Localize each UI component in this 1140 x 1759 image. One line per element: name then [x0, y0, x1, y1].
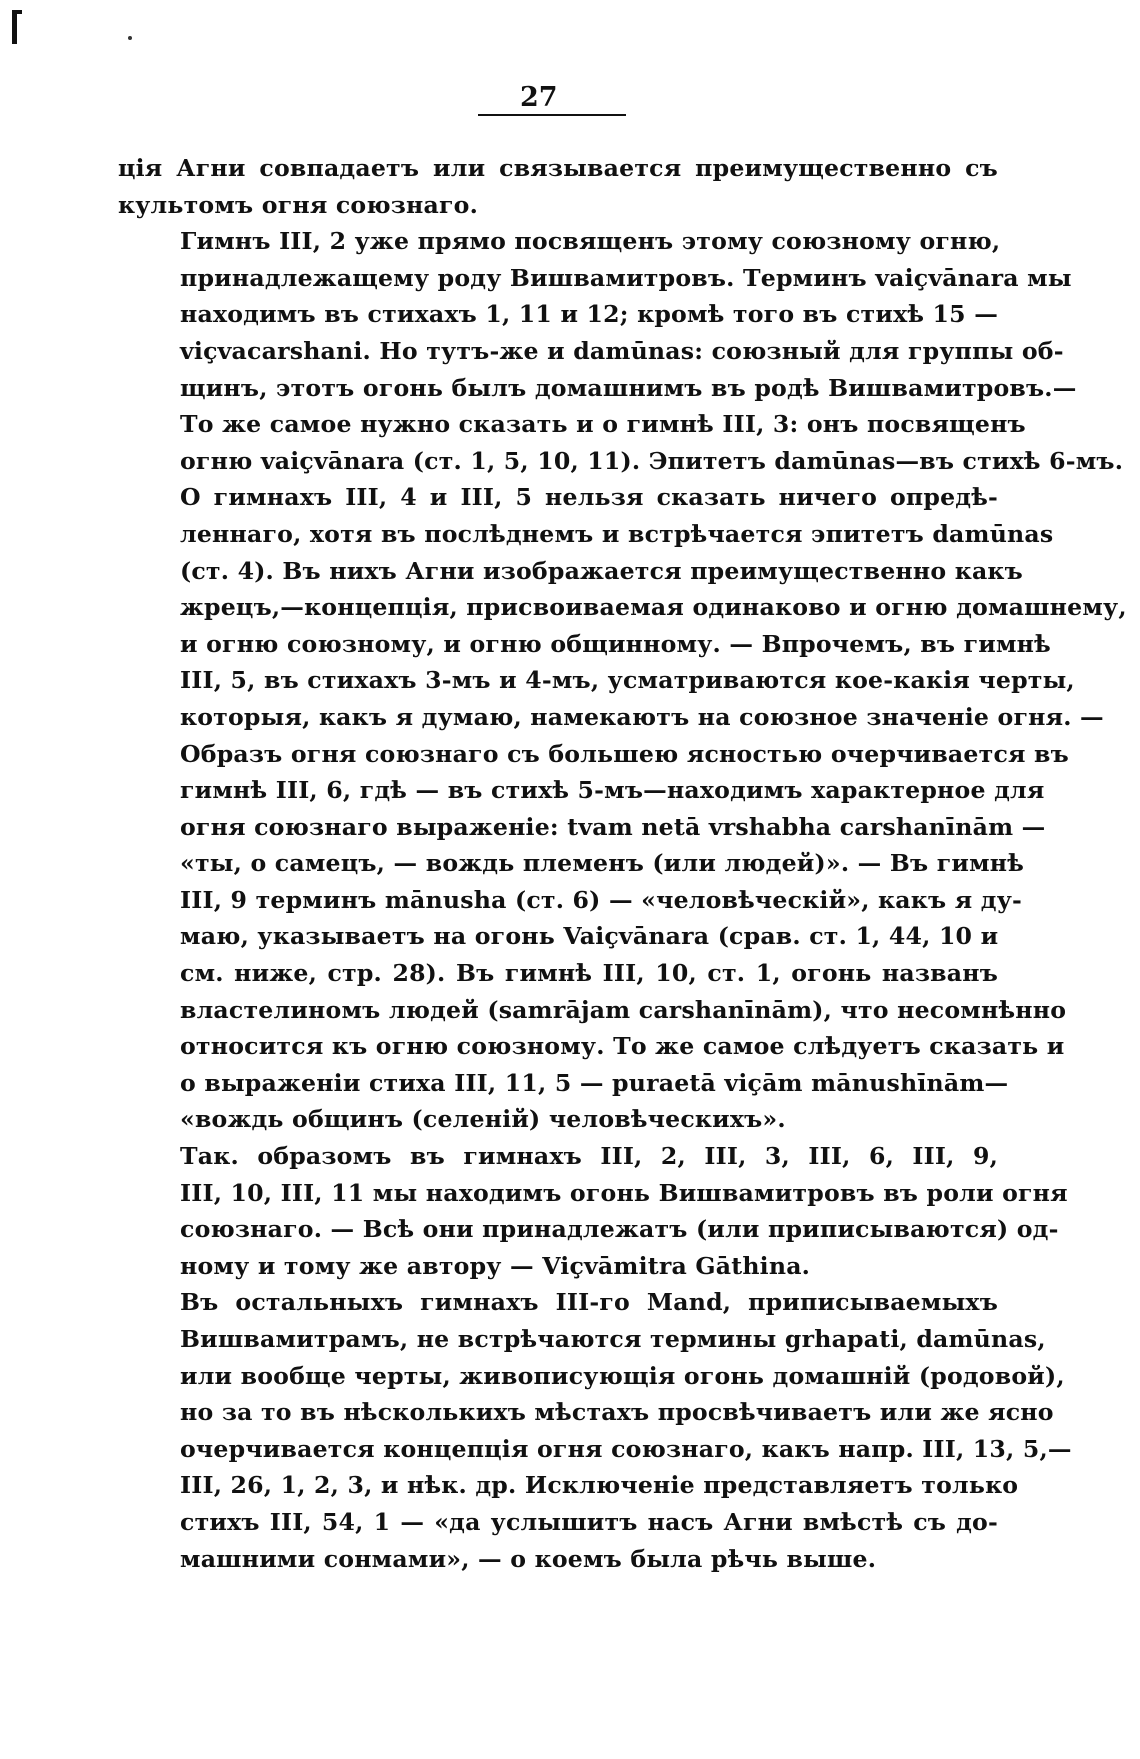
text-line: Образъ огня союзнаго съ большею ясностью очерчивается въ: [180, 739, 1069, 768]
text-line: маю, указываетъ на огонь Vaiçvānara (срав. ст. 1, 44, 10 и: [180, 922, 999, 951]
text-line: см. ниже, стр. 28). Въ гимнѣ III, 10, ст. 1, огонь названъ: [180, 959, 998, 988]
text-line: и огню союзному, и огню общинному. — Впрочемъ, въ гимнѣ: [180, 629, 1051, 658]
text-line: (ст. 4). Въ нихъ Агни изображается преимущественно какъ: [180, 556, 1023, 585]
text-line: или вообще черты, живописующія огонь домашній (родовой),: [180, 1361, 1065, 1390]
text-line: союзнаго. — Всѣ они принадлежатъ (или приписываются) од-: [180, 1215, 1059, 1244]
paragraph: [118, 150, 998, 223]
text-line: властелиномъ людей (samrājam carshanīnām), что несомнѣнно: [180, 995, 1067, 1024]
text-line: Вишвамитрамъ, не встрѣчаются термины grhapati, damūnas,: [180, 1325, 1046, 1353]
text-line: стихъ III, 54, 1 — «да услышитъ насъ Агни вмѣстѣ съ до-: [180, 1507, 998, 1536]
text-line: гимнѣ III, 6, гдѣ — въ стихѣ 5-мъ—находимъ характерное для: [180, 776, 1045, 805]
page-number: 27: [520, 82, 558, 113]
text-line: леннаго, хотя въ послѣднемъ и встрѣчается эпитетъ damūnas: [180, 519, 1054, 548]
text-line: жрецъ,—концепція, присвоиваемая одинаково и огню домашнему,: [180, 593, 1127, 622]
text-line: III, 5, въ стихахъ 3-мъ и 4-мъ, усматриваются кое-какія черты,: [180, 666, 1075, 695]
paragraph: [118, 406, 1124, 479]
text-line: принадлежащему роду Вишвамитровъ. Терминъ vaiçvānara мы: [180, 263, 1072, 292]
scan-corner-mark: [12, 10, 17, 44]
text-line: которыя, какъ я думаю, намекаютъ на союзное значеніе огня. —: [180, 702, 1104, 731]
text-line: о выраженіи стиха III, 11, 5 — puraetā viçām mānushīnām—: [180, 1068, 1009, 1097]
text-line: III, 10, III, 11 мы находимъ огонь Вишвамитровъ въ роли огня: [180, 1178, 1068, 1207]
text-line: «вождь общинъ (селеній) человѣческихъ».: [180, 1105, 786, 1134]
paragraph: [118, 1138, 1068, 1284]
text-line: культомъ огня союзнаго.: [118, 190, 478, 219]
paragraph: [118, 223, 1077, 406]
text-line: ція Агни совпадаетъ или связывается преимущественно съ: [118, 154, 998, 182]
text-line: То же самое нужно сказать и о гимнѣ III, 3: онъ посвященъ: [180, 410, 1026, 439]
page-number-rule: [478, 114, 626, 116]
text-line: находимъ въ стихахъ 1, 11 и 12; кромѣ того въ стихѣ 15 —: [180, 300, 998, 329]
text-line: «ты, о самецъ, — вождь племенъ (или людей)». — Въ гимнѣ: [180, 849, 1025, 878]
text-line: относится къ огню союзному. То же самое слѣдуетъ сказать и: [180, 1032, 1065, 1061]
text-line: III, 26, 1, 2, 3, и нѣк. др. Исключеніе представляетъ только: [180, 1471, 1019, 1500]
text-line: щинъ, этотъ огонь былъ домашнимъ въ родѣ Вишвамитровъ.—: [180, 373, 1077, 402]
text-line: Гимнъ III, 2 уже прямо посвященъ этому союзному огню,: [180, 227, 1001, 256]
paragraph: [118, 1284, 1072, 1577]
scan-dot-mark: [128, 36, 132, 40]
text-line: очерчивается концепція огня союзнаго, какъ напр. III, 13, 5,—: [180, 1434, 1072, 1463]
paragraph: [118, 479, 1127, 1138]
body-text: [118, 150, 1127, 1577]
text-line: ному и тому же автору — Viçvāmitra Gāthina.: [180, 1251, 811, 1280]
text-line: viçvacarshani. Но тутъ-же и damūnas: союзный для группы об-: [180, 336, 1064, 365]
text-line: огня союзнаго выраженіе: tvam netā vrshabha carshanīnām —: [180, 812, 1046, 841]
text-line: но за то въ нѣсколькихъ мѣстахъ просвѣчиваетъ или же ясно: [180, 1398, 1054, 1427]
text-line: III, 9 терминъ mānusha (ст. 6) — «человѣческій», какъ я ду-: [180, 885, 1022, 914]
text-line: машними сонмами», — о коемъ была рѣчь выше.: [180, 1544, 877, 1573]
text-line: огню vaiçvānara (ст. 1, 5, 10, 11). Эпитетъ damūnas—въ стихѣ 6-мъ.: [180, 446, 1124, 475]
text-line: Так. образомъ въ гимнахъ III, 2, III, 3, III, 6, III, 9,: [180, 1142, 998, 1171]
text-line: Въ остальныхъ гимнахъ III-го Mand, приписываемыхъ: [180, 1288, 998, 1317]
text-line: О гимнахъ III, 4 и III, 5 нельзя сказать ничего опредѣ-: [180, 483, 998, 512]
